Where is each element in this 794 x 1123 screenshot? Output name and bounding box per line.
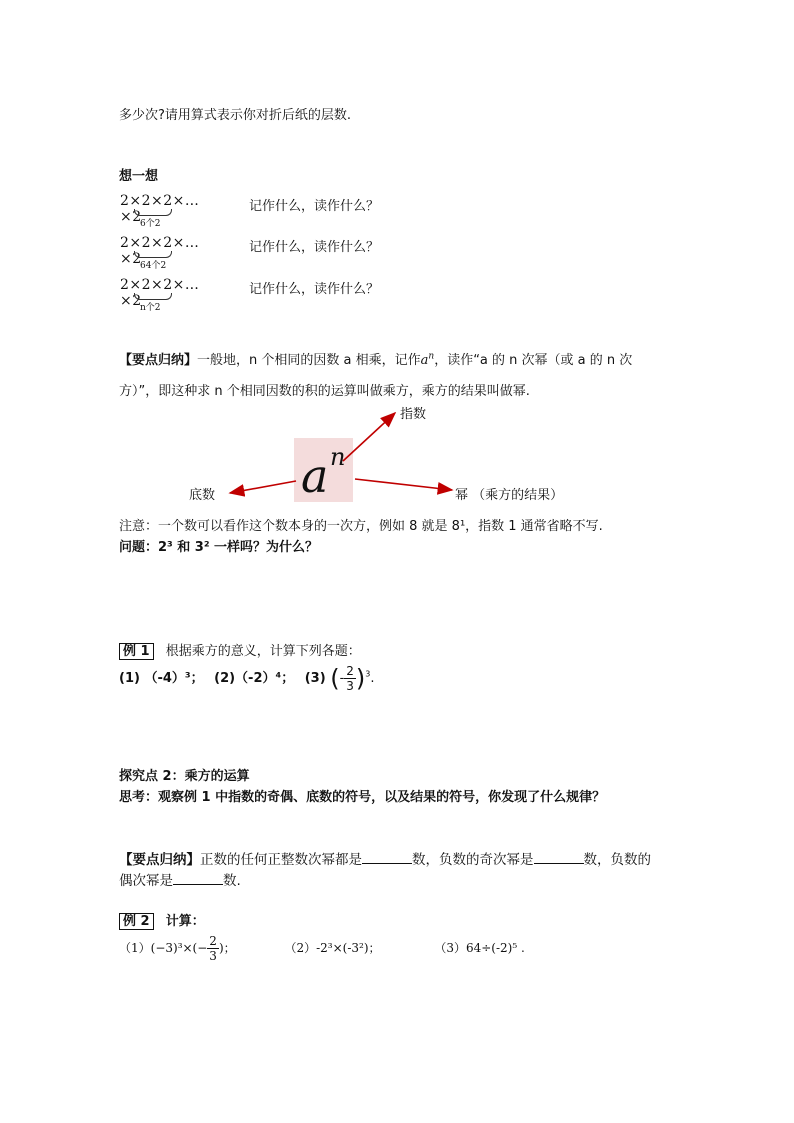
example-2-problem-2: （2）-2³×(-3²)； [284,941,381,955]
example-1-problem-1: (1) （-4）³； [119,671,204,686]
fraction-numerator: 2 [346,664,354,678]
underbrace-icon [134,293,172,300]
intro-text: 多少次?请用算式表示你对折后纸的层数. [119,108,352,123]
diagram-base: a [301,449,329,503]
product-expr: 2×2×2×…×2 [120,193,200,225]
example-1-problem-3-expression: (- $\frac{2}{3}$ )$^3$. [330,664,375,693]
label-power: 幂 （乘方的结果） [455,488,564,503]
summary-text: 数，负数的 [583,852,651,868]
fraction [344,664,356,693]
note-text: 注意：一个数可以看作这个数本身的一次方，例如 8 就是 8¹，指数 1 通常省略不写. [119,519,603,534]
think-question-2: 记作什么，读作什么？ [249,240,380,255]
example-2-problem-1-end: )； [218,941,236,955]
question-text: 问题：2³ 和 3² 一样吗？为什么？ [119,540,319,555]
summary-1-line-1 [119,349,632,368]
think-heading: 想一想 [119,169,159,184]
summary-text: 一般地，n 个相同的因数 a 相乘，记作 [197,353,421,368]
answer-blank[interactable] [534,851,584,864]
fraction [207,934,219,963]
section-2-title: 探究点 2：乘方的运算 [119,769,250,784]
think-question-1: 记作什么，读作什么？ [249,199,380,214]
diagram-exponent: n [330,443,346,471]
product-expr: 2×2×2×…×2 [120,277,200,309]
underbrace-icon [134,209,172,216]
product-expression-3 [120,277,210,317]
answer-blank[interactable] [173,872,223,885]
section-2-think: 思考：观察例 1 中指数的奇偶、底数的符号，以及结果的符号，你发现了什么规律？ [119,790,606,805]
fraction-denominator: 3 [346,679,354,693]
product-expression-2 [120,235,210,275]
power-diagram [180,395,600,515]
summary-2-line-1 [119,848,651,868]
summary-2-line-2 [119,869,241,889]
notation-base: a [420,353,429,368]
product-count: n个2 [140,303,161,313]
answer-blank[interactable] [362,851,412,864]
product-expr: 2×2×2×…×2 [120,235,200,267]
example-2-tag: 例 2 [119,913,154,930]
product-count: 6个2 [140,219,161,229]
fraction-denominator: 3 [209,949,217,963]
think-question-3: 记作什么，读作什么？ [249,282,380,297]
arrow-to-power [355,479,452,490]
example-1-problem-3-label: (3) [304,671,326,686]
fraction-numerator: 2 [209,934,217,948]
summary-1-line-2: 方）”，即这种求 n 个相同因数的积的运算叫做乘方，乘方的结果叫做幂. [119,384,530,399]
period: . [370,671,375,686]
example-2-problem-1-base: (−3)³×(− [150,941,208,955]
example-1-problem-2: (2)（-2）⁴； [214,671,295,686]
product-count: 64个2 [140,261,167,271]
example-2-prompt [119,910,205,929]
example-1-prompt [119,640,361,659]
example-1-problems [119,664,375,693]
label-base: 底数 [189,488,216,503]
summary-text: ，读作“a 的 n 次幂（或 a 的 n 次 [434,353,633,368]
example-1-text: 根据乘方的意义，计算下列各题： [165,644,361,659]
summary-text: 数. [223,873,241,889]
example-2-problems [119,934,525,963]
summary-tag: 【要点归纳】 [119,852,200,868]
example-2-problem-3: （3）64÷(-2)⁵ . [434,941,525,955]
summary-tag: 【要点归纳】 [119,353,198,368]
summary-text: 偶次幂是 [119,873,173,889]
notation-exponent: n [428,351,435,362]
example-1-tag: 例 1 [119,643,154,660]
fraction-sign: - [339,671,345,686]
underbrace-icon [134,251,172,258]
fraction-exponent: 3 [365,669,371,679]
product-expression-1 [120,193,210,233]
label-exponent: 指数 [400,407,427,422]
example-2-text: 计算： [165,914,205,929]
summary-text: 数，负数的奇次幂是 [412,852,534,868]
arrow-to-exponent [343,413,395,461]
arrow-to-base [230,481,296,493]
example-2-problem-1-label: （1） [119,941,151,955]
summary-text: 正数的任何正整数次幂都是 [200,852,362,868]
